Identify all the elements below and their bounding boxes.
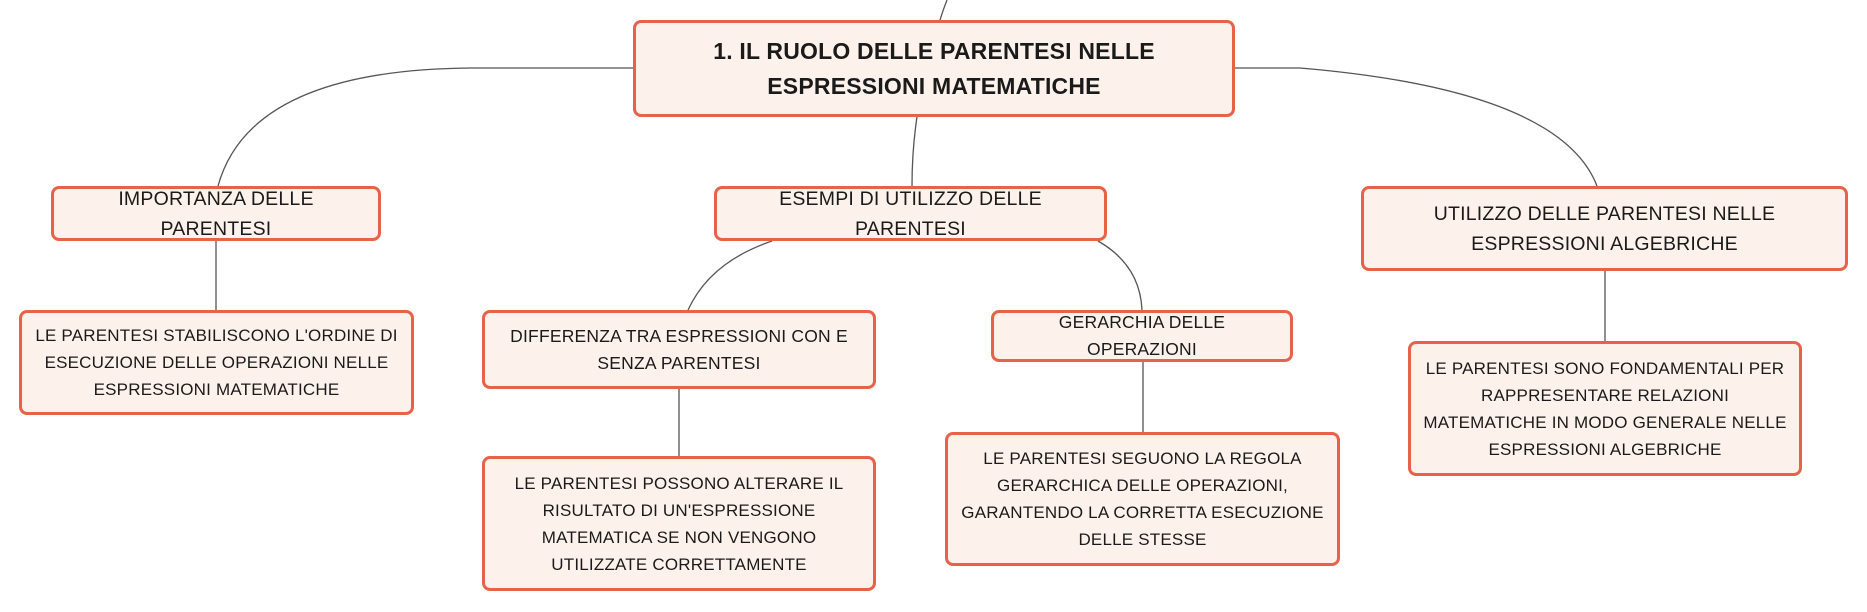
topic-esempi-utilizzo[interactable]: [714, 186, 1107, 241]
connector-esempi-differenza: [688, 241, 772, 310]
detail-importanza-text: LE PARENTESI STABILISCONO L'ORDINE DI ESECUZIONE DELLE OPERAZIONI NELLE ESPRESSIONI MATEMATICHE: [35, 326, 398, 399]
topic-algebriche-label: UTILIZZO DELLE PARENTESI NELLE ESPRESSIONI ALGEBRICHE: [1433, 202, 1776, 255]
connector-root-esempi: [912, 117, 917, 186]
topic-importanza-label: IMPORTANZA DELLE PARENTESI: [118, 187, 314, 240]
subtopic-differenza-espressioni[interactable]: [482, 310, 876, 389]
detail-differenza[interactable]: [482, 456, 876, 591]
connector-incoming-root: [940, 0, 947, 20]
connector-root-algebriche: [1234, 68, 1597, 186]
subtopic-gerarchia-label: GERARCHIA DELLE OPERAZIONI: [1058, 312, 1226, 359]
detail-differenza-text: LE PARENTESI POSSONO ALTERARE IL RISULTATO DI UN'ESPRESSIONE MATEMATICA SE NON VENGONO UTILIZZATE CORRETTAMENTE: [514, 473, 844, 574]
subtopic-differenza-label: DIFFERENZA TRA ESPRESSIONI CON E SENZA PARENTESI: [510, 325, 848, 373]
subtopic-gerarchia-operazioni[interactable]: [991, 310, 1293, 362]
detail-importanza[interactable]: [19, 310, 414, 415]
connector-esempi-gerarchia: [1098, 241, 1142, 310]
root-topic-node[interactable]: [633, 20, 1235, 117]
detail-gerarchia[interactable]: [945, 432, 1340, 566]
root-topic-label: 1. IL RUOLO DELLE PARENTESI NELLE ESPRESSIONI MATEMATICHE: [713, 37, 1155, 99]
topic-utilizzo-algebriche[interactable]: [1361, 186, 1848, 271]
topic-importanza-parentesi[interactable]: [51, 186, 381, 241]
connector-root-importanza: [218, 68, 635, 186]
detail-algebriche-text: LE PARENTESI SONO FONDAMENTALI PER RAPPRESENTARE RELAZIONI MATEMATICHE IN MODO GENERALE NELLE ESPRESSIONI ALGEBRICHE: [1423, 358, 1787, 459]
topic-esempi-label: ESEMPI DI UTILIZZO DELLE PARENTESI: [779, 187, 1042, 240]
detail-algebriche[interactable]: [1408, 341, 1802, 476]
detail-gerarchia-text: LE PARENTESI SEGUONO LA REGOLA GERARCHICA DELLE OPERAZIONI, GARANTENDO LA CORRETTA ESECUZIONE DELLE STESSE: [961, 449, 1324, 549]
